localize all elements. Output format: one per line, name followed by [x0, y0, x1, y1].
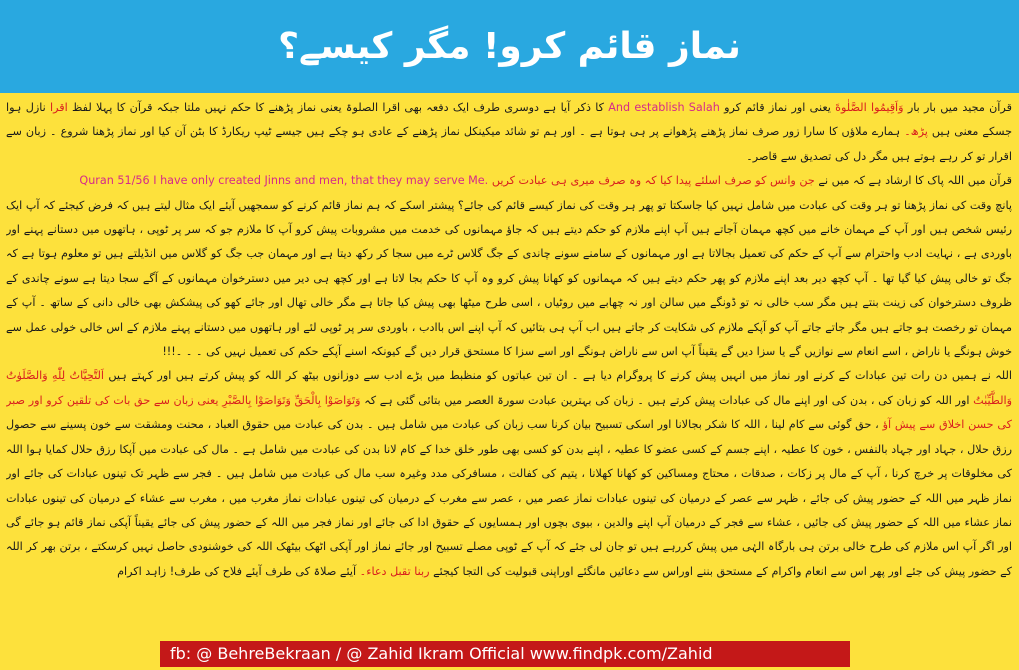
footer-credit-banner: fb: @ BehreBekraan / @ Zahid Ikram Official www.findpk.com/Zahid	[160, 641, 850, 667]
quran-reference: Quran 51/56	[79, 174, 150, 188]
highlight-iqra: اقرا	[50, 101, 68, 114]
english-translation: And establish Salah	[608, 101, 720, 114]
text-run: نازل ہوا جسکے معنی ہیں	[6, 101, 1012, 139]
text-run: اللہ نے ہمیں دن رات تین عبادات کے کرنے اور نماز میں انہیں پیش کرنے کا پروگرام دیا ہے ۔ ان تین عباتوں کو منظبط میں بڑے ادب سے دوزانوں بیٹھ کر اللہ کو پیش کرتے ہیں اور کہتے ہیں	[108, 369, 1012, 383]
text-run: آیئے صلاۃ کی طرف آیئے فلاح کی طرف! زاہد اکرام	[117, 564, 357, 578]
highlight-surah-asr: وَتَوَاصَوْا بِالْحَقِّ وَتَوَاصَوْا بِالصَّبْرِ یعنی زبان سے حق بات کی تلقین کرو اور صبر کی حسن اخلاق سے پیش آؤ	[6, 393, 1012, 432]
text-run: ہمارے ملاؤں کا سارا زور صرف نماز پڑھنے پڑھوانے پر ہی ہوتا ہے ۔ اور ہم تو شائد میکینکل نماز پڑھنے کے عادی ہو چکے ہیں جیسے ٹیپ ریکارڈ کا بٹن آن کیا اور نماز پڑھنا شروع ۔ زبان سے اقرار تو کر رہے ہوتے ہیں مگر دل کی تصدیق سے قاصر۔	[6, 125, 1012, 163]
text-run: قرآن میں اللہ پاک کا ارشاد ہے کہ میں نے	[818, 174, 1012, 188]
text-run: اور اللہ کو زبان کی ، بدن کی اور اپنے مال کی عبادات پیش کرتے ہیں ۔ زبان کی بہترین عبادت سورۃ العصر میں بتائی گئی ہے کہ	[364, 393, 970, 407]
highlight-dua: ربنا تقبل دعاء۔	[359, 564, 430, 578]
text-run: قرآن مجید میں بار بار	[907, 101, 1012, 114]
paragraph-3: پانچ وقت کی نماز پڑھنا تو ہر وقت کی عبادت میں شامل نہیں کیا جاسکتا تو پھر ہر وقت کی نماز کیسے قائم کی جائے؟ پیشتر اسکے کہ ہم نماز قائم کرنے کو سمجھیں آیئے ایک مثال لیتے ہیں کہ فرض کیجئے کہ آپ ایک رئیس شخص ہیں اور آپ کے مہمان خانے میں کچھ مہمان آجاتے ہیں آپ اپنے ملازم کو حکم دیتے ہیں کہ جاؤ مہمانوں کی خدمت میں مشروبات پیش کرو آپ کا ملازم جو کہ سر پر ٹوپی ، ہاتھوں میں دستانے پہنے اور باوردی ہے ، نہایت ادب واحترام سے آپ کے حکم کی تعمیل بجالاتا ہے اور مہمانوں کے سامنے سونے چاندی کے جگ گلاس ٹرے میں سجا کر رکھ دیتا ہے اور مہمان جب جگ کو گلاس میں انڈیلتے ہیں تو معلوم ہوتا ہے کہ جگ تو خالی پیش کیا گیا تھا ۔ آپ کچھ دیر بعد اپنے ملازم کو پھر حکم دیتے ہیں کہ مہمانوں کو کھانا پیش کرو وہ آپ کا حکم بجا لاتا ہے اور کچھ ہی دیر میں دسترخوان مہمانوں کے آگے سجا دیتا ہے سونے چاندی کے ظروف دسترخوان کی زینت بنتے ہیں مگر سب خالی نہ تو ڈونگے میں سالن اور نہ چھابے میں روٹیاں ، اسی طرح میٹھا بھی پیش کیا جاتا ہے مگر خالی تھال اور جائے کھو کی پیشکش بھی خالی دانی کے ساتھ ۔ آپ کے مہمان تو رخصت ہو جاتے ہیں مگر جاتے جاتے آپ کو آپکے ملازم کی شکایت کر جاتے ہیں اب آپ ہی بتائیں کہ آپ اپنے اس باادب ، باوردی سر پر ٹوپی لئے اور ہاتھوں میں دستانے پہنے ملازم کے اس خالی خولی عمل سے خوش ہونگے یا ناراض ، اسے انعام سے نوازیں گے یا سزا دیں گے یقیناً آپ اس سے ناراض ہونگے اور اسے سزا کا مستحق قرار دیں گے کیونکہ اسنے آپکے حکم کی تعمیل نہیں کی ۔ ۔ ۔!!!	[6, 198, 1012, 359]
text-run: کا ذکر آیا ہے دوسری طرف ایک دفعہ بھی اقرا الصلوۃ یعنی نماز پڑھنے کا حکم نہیں ملتا جبکہ قرآن کا پہلا لفظ	[72, 101, 604, 114]
highlight-attahiyat: اَلتَّحِيَّاتُ لِلّٰهِ وَالصَّلَوٰتُ وَالطَّيِّبٰتُ	[6, 369, 1012, 407]
english-verse: I have only created Jinns and men, that they may serve Me.	[153, 174, 489, 188]
highlight-verse: جن وانس کو صرف اسلئے پیدا کیا کہ وہ صرف میری ہی عبادت کریں	[491, 174, 815, 188]
article-body	[6, 96, 1012, 636]
text-run: ، حق گوئی سے کام لینا ، اللہ کا شکر بجالانا اور اسکی تسبیح بیان کرنا سب زبان کی عبادت میں شامل ہیں ۔ بدن کی عبادت میں حقوق العباد ، محنت ومشقت سے خون پسینے سے حصول رزق حلال ، جہاد اور جہاد بالنفس ، خون کا عطیہ ، اپنے جسم کے کسی عضو کا عطیہ ، اپنے بدن کو کسی بھی طور خلق خدا کے کام لانا بدن کی عبادت میں شامل ہے ۔ مال کی عبادت میں آپکا رزق حلال کمایا ہوا اللہ کی مخلوقات پر خرچ کرنا ، آپ کے مال پر زکات ، صدقات ، محتاج ومساکین کو کھانا کھلانا ، یتیم کی کفالت ، مسافرکی مدد وغیرہ سب مال کی عبادت میں شامل ہیں ۔ فجر سے ظہر تک تینوں عبادات کی جائے اور نماز ظہر میں اللہ کے حضور پیش کی جائے ، ظہر سے عصر کے درمیان کی تینوں عبادات نماز عصر میں ، عصر سے مغرب کے درمیان کی تینوں عبادات نماز مغرب میں ، مغرب سے عشاء کے درمیان کی تینوں عبادات نماز عشاء میں اللہ کے حضور پیش کی جائیں ، عشاء سے فجر کے درمیان آپ اپنے والدین ، بیوی بچوں اور ہمسایوں کے حقوق ادا کی جائے اور نماز فجر میں اللہ کے حضور پیش کی جائے یقیناً آپکی نماز قائم ہو جائے گی اور اگر آپ اس ملازم کی طرح خالی برتن ہی بارگاہ الہٰی میں پیش کررہے ہیں تو جان لی جئے کہ آپ کے ٹوپی مصلے تسبیح اور جائے نماز اور آپکی اٹھک بیٹھک اللہ کی خوشنودی حاصل نہیں کرسکتے ، برتن بھر کر اللہ کے حضور پیش کی جئے اور پھر اس سے انعام واکرام کے مستحق بننے اوراس سے دعائیں مانگئے اوراپنی قبولیت کی التجا کیجئے	[6, 418, 1012, 578]
highlight-quran-phrase: وَاَقِيمُوا الصَّلٰوةَ	[835, 101, 904, 114]
highlight-parh: پڑھ۔	[904, 125, 928, 139]
paragraph-4	[6, 364, 1012, 584]
page-title: نماز قائم کرو! مگر کیسے؟	[0, 0, 1019, 93]
paragraph-2	[6, 169, 1012, 193]
paragraph-1	[6, 96, 1012, 169]
text-run: یعنی اور نماز قائم کرو	[724, 101, 831, 114]
